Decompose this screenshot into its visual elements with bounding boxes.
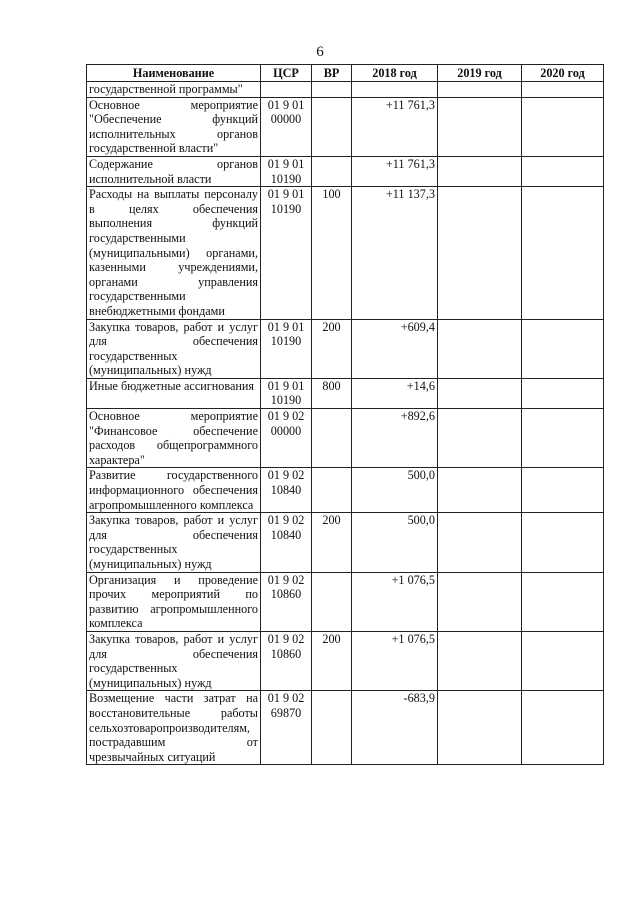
cell-2019 — [438, 187, 522, 319]
cell-csr: 01 9 02 10840 — [261, 513, 312, 572]
cell-2019 — [438, 572, 522, 631]
table-row — [87, 82, 604, 98]
cell-2020 — [522, 378, 604, 408]
cell-name: Закупка товаров, работ и услуг для обеспечения государственных (муниципальных) нужд — [87, 631, 261, 690]
table-row — [87, 319, 604, 378]
cell-2020 — [522, 409, 604, 468]
cell-2018: -683,9 — [352, 691, 438, 765]
cell-name: Расходы на выплаты персоналу в целях обеспечения выполнения функций государственными (муниципальными) органами, казенными учреждениями, органами управления государственными внебюджетными фондами — [87, 187, 261, 319]
cell-vr: 100 — [312, 187, 352, 319]
cell-2020 — [522, 513, 604, 572]
cell-csr: 01 9 01 10190 — [261, 187, 312, 319]
cell-2019 — [438, 97, 522, 156]
cell-2018: +1 076,5 — [352, 572, 438, 631]
cell-csr: 01 9 02 10840 — [261, 468, 312, 513]
cell-csr: 01 9 01 10190 — [261, 378, 312, 408]
cell-name: Возмещение части затрат на восстановительные работы сельхозтоваропроизводителям, пострадавшим от чрезвычайных ситуаций — [87, 691, 261, 765]
cell-vr — [312, 82, 352, 98]
cell-2020 — [522, 97, 604, 156]
cell-vr: 800 — [312, 378, 352, 408]
cell-name: Основное мероприятие "Финансовое обеспечение расходов общепрограммного характера" — [87, 409, 261, 468]
cell-2019 — [438, 691, 522, 765]
cell-2020 — [522, 187, 604, 319]
cell-2019 — [438, 319, 522, 378]
cell-2018: +11 137,3 — [352, 187, 438, 319]
cell-name: Иные бюджетные ассигнования — [87, 378, 261, 408]
header-vr: ВР — [312, 65, 352, 82]
cell-vr — [312, 572, 352, 631]
cell-2020 — [522, 319, 604, 378]
header-2018: 2018 год — [352, 65, 438, 82]
cell-2019 — [438, 378, 522, 408]
cell-2018 — [352, 82, 438, 98]
cell-vr — [312, 468, 352, 513]
cell-vr: 200 — [312, 513, 352, 572]
cell-vr — [312, 156, 352, 186]
page-number: 6 — [316, 44, 324, 60]
table-row — [87, 409, 604, 468]
cell-2018: +14,6 — [352, 378, 438, 408]
cell-2019 — [438, 631, 522, 690]
cell-2020 — [522, 631, 604, 690]
cell-2020 — [522, 691, 604, 765]
cell-2018: +1 076,5 — [352, 631, 438, 690]
cell-name: Закупка товаров, работ и услуг для обеспечения государственных (муниципальных) нужд — [87, 513, 261, 572]
cell-2019 — [438, 468, 522, 513]
cell-2018: 500,0 — [352, 513, 438, 572]
cell-name: Содержание органов исполнительной власти — [87, 156, 261, 186]
cell-csr: 01 9 01 00000 — [261, 97, 312, 156]
cell-vr — [312, 97, 352, 156]
header-2020: 2020 год — [522, 65, 604, 82]
header-2019: 2019 год — [438, 65, 522, 82]
cell-2019 — [438, 82, 522, 98]
cell-vr: 200 — [312, 319, 352, 378]
table-row — [87, 97, 604, 156]
budget-table — [86, 64, 604, 765]
cell-2020 — [522, 572, 604, 631]
cell-2020 — [522, 82, 604, 98]
table-row — [87, 691, 604, 765]
cell-csr: 01 9 01 10190 — [261, 156, 312, 186]
cell-2020 — [522, 468, 604, 513]
cell-csr — [261, 82, 312, 98]
cell-2018: 500,0 — [352, 468, 438, 513]
cell-csr: 01 9 01 10190 — [261, 319, 312, 378]
cell-vr — [312, 409, 352, 468]
cell-name: государственной программы" — [87, 82, 261, 98]
table-row — [87, 631, 604, 690]
table-row — [87, 572, 604, 631]
table-row — [87, 187, 604, 319]
table-body — [87, 82, 604, 765]
cell-2018: +11 761,3 — [352, 97, 438, 156]
cell-2020 — [522, 156, 604, 186]
cell-name: Основное мероприятие "Обеспечение функций исполнительных органов государственной власти" — [87, 97, 261, 156]
table-row — [87, 156, 604, 186]
cell-name: Организация и проведение прочих мероприятий по развитию агропромышленного комплекса — [87, 572, 261, 631]
table-row — [87, 468, 604, 513]
cell-vr: 200 — [312, 631, 352, 690]
cell-csr: 01 9 02 69870 — [261, 691, 312, 765]
cell-csr: 01 9 02 10860 — [261, 631, 312, 690]
table-header — [87, 65, 604, 82]
header-name: Наименование — [87, 65, 261, 82]
cell-2018: +11 761,3 — [352, 156, 438, 186]
cell-2019 — [438, 513, 522, 572]
header-row — [87, 65, 604, 82]
cell-vr — [312, 691, 352, 765]
cell-2018: +609,4 — [352, 319, 438, 378]
header-csr: ЦСР — [261, 65, 312, 82]
cell-name: Развитие государственного информационного обеспечения агропромышленного комплекса — [87, 468, 261, 513]
cell-csr: 01 9 02 00000 — [261, 409, 312, 468]
table-row — [87, 513, 604, 572]
cell-2019 — [438, 156, 522, 186]
cell-name: Закупка товаров, работ и услуг для обеспечения государственных (муниципальных) нужд — [87, 319, 261, 378]
cell-2018: +892,6 — [352, 409, 438, 468]
cell-2019 — [438, 409, 522, 468]
table-row — [87, 378, 604, 408]
cell-csr: 01 9 02 10860 — [261, 572, 312, 631]
